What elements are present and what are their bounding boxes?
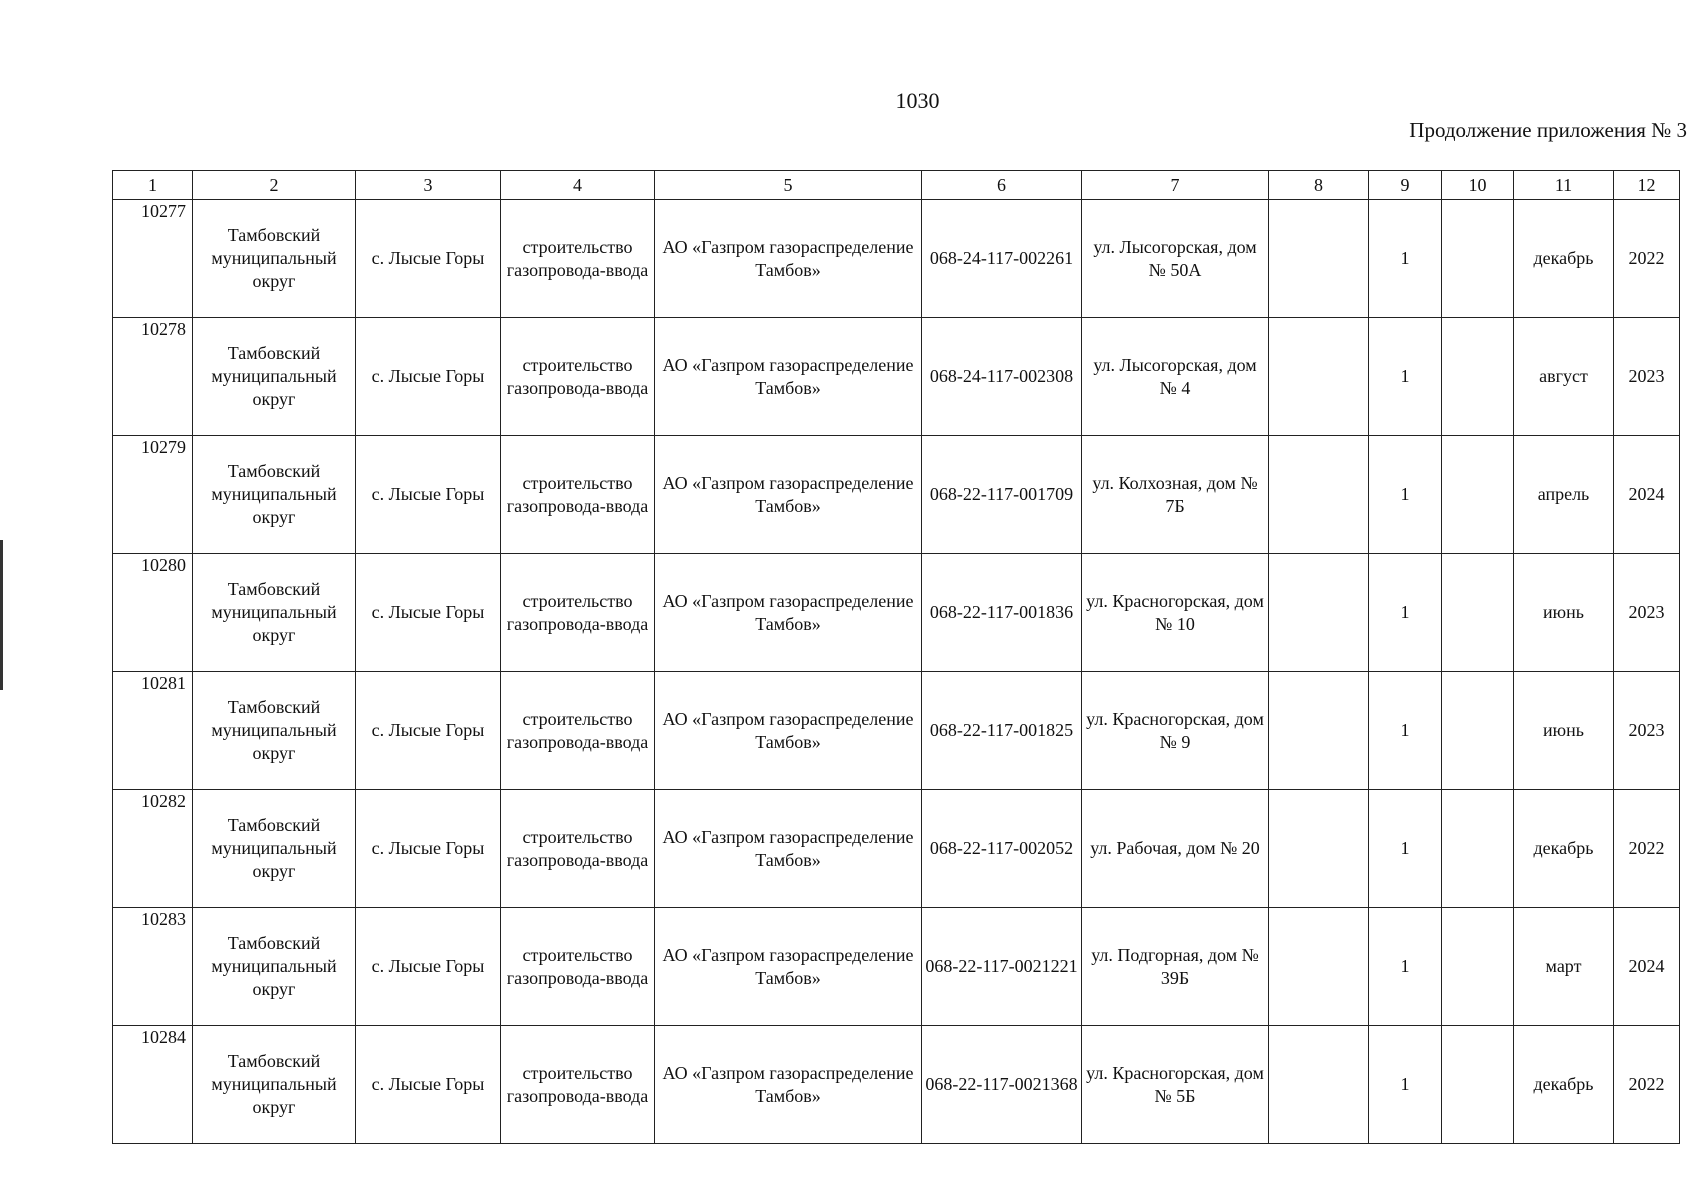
month-cell: июнь [1514, 672, 1614, 790]
work-type-cell: строительство газопровода-ввода [501, 790, 655, 908]
column-header: 6 [922, 171, 1082, 200]
column-10-cell [1442, 200, 1514, 318]
count-cell: 1 [1369, 672, 1442, 790]
count-cell: 1 [1369, 790, 1442, 908]
code-cell: 068-22-117-0021368 [922, 1026, 1082, 1144]
column-header: 2 [193, 171, 356, 200]
locality-cell: с. Лысые Горы [356, 790, 501, 908]
column-header: 1 [113, 171, 193, 200]
year-cell: 2024 [1614, 436, 1680, 554]
row-number: 10279 [113, 436, 193, 554]
header-row [113, 171, 1680, 200]
month-cell: декабрь [1514, 790, 1614, 908]
row-number: 10278 [113, 318, 193, 436]
address-cell: ул. Красногорская, дом № 10 [1082, 554, 1269, 672]
locality-cell: с. Лысые Горы [356, 436, 501, 554]
locality-cell: с. Лысые Горы [356, 1026, 501, 1144]
column-10-cell [1442, 554, 1514, 672]
column-8-cell [1269, 672, 1369, 790]
column-header: 4 [501, 171, 655, 200]
month-cell: март [1514, 908, 1614, 1026]
year-cell: 2023 [1614, 672, 1680, 790]
locality-cell: с. Лысые Горы [356, 318, 501, 436]
work-type-cell: строительство газопровода-ввода [501, 436, 655, 554]
scan-edge-mark [0, 540, 3, 690]
count-cell: 1 [1369, 200, 1442, 318]
column-header: 11 [1514, 171, 1614, 200]
column-10-cell [1442, 790, 1514, 908]
month-cell: декабрь [1514, 1026, 1614, 1144]
row-number: 10277 [113, 200, 193, 318]
district-cell: Тамбовский муниципальный округ [193, 790, 356, 908]
column-10-cell [1442, 672, 1514, 790]
work-type-cell: строительство газопровода-ввода [501, 908, 655, 1026]
table-row [113, 908, 1680, 1026]
column-header: 10 [1442, 171, 1514, 200]
address-cell: ул. Красногорская, дом № 9 [1082, 672, 1269, 790]
column-8-cell [1269, 1026, 1369, 1144]
column-8-cell [1269, 318, 1369, 436]
organization-cell: АО «Газпром газораспределение Тамбов» [655, 554, 922, 672]
column-8-cell [1269, 200, 1369, 318]
year-cell: 2022 [1614, 1026, 1680, 1144]
code-cell: 068-22-117-001709 [922, 436, 1082, 554]
month-cell: июнь [1514, 554, 1614, 672]
column-8-cell [1269, 436, 1369, 554]
column-8-cell [1269, 908, 1369, 1026]
table-row [113, 790, 1680, 908]
organization-cell: АО «Газпром газораспределение Тамбов» [655, 1026, 922, 1144]
address-cell: ул. Лысогорская, дом № 50А [1082, 200, 1269, 318]
year-cell: 2024 [1614, 908, 1680, 1026]
work-type-cell: строительство газопровода-ввода [501, 554, 655, 672]
month-cell: август [1514, 318, 1614, 436]
locality-cell: с. Лысые Горы [356, 908, 501, 1026]
count-cell: 1 [1369, 1026, 1442, 1144]
work-type-cell: строительство газопровода-ввода [501, 1026, 655, 1144]
code-cell: 068-22-117-001836 [922, 554, 1082, 672]
count-cell: 1 [1369, 908, 1442, 1026]
column-10-cell [1442, 436, 1514, 554]
column-10-cell [1442, 1026, 1514, 1144]
code-cell: 068-22-117-001825 [922, 672, 1082, 790]
code-cell: 068-24-117-002261 [922, 200, 1082, 318]
year-cell: 2022 [1614, 200, 1680, 318]
column-10-cell [1442, 908, 1514, 1026]
work-type-cell: строительство газопровода-ввода [501, 318, 655, 436]
table-row [113, 554, 1680, 672]
row-number: 10283 [113, 908, 193, 1026]
district-cell: Тамбовский муниципальный округ [193, 672, 356, 790]
table-row [113, 318, 1680, 436]
organization-cell: АО «Газпром газораспределение Тамбов» [655, 318, 922, 436]
district-cell: Тамбовский муниципальный округ [193, 554, 356, 672]
column-10-cell [1442, 318, 1514, 436]
column-8-cell [1269, 554, 1369, 672]
column-header: 9 [1369, 171, 1442, 200]
table-row [113, 1026, 1680, 1144]
table-row [113, 672, 1680, 790]
year-cell: 2023 [1614, 554, 1680, 672]
address-cell: ул. Красногорская, дом № 5Б [1082, 1026, 1269, 1144]
locality-cell: с. Лысые Горы [356, 554, 501, 672]
district-cell: Тамбовский муниципальный округ [193, 908, 356, 1026]
work-type-cell: строительство газопровода-ввода [501, 200, 655, 318]
month-cell: апрель [1514, 436, 1614, 554]
code-cell: 068-24-117-002308 [922, 318, 1082, 436]
organization-cell: АО «Газпром газораспределение Тамбов» [655, 908, 922, 1026]
organization-cell: АО «Газпром газораспределение Тамбов» [655, 200, 922, 318]
locality-cell: с. Лысые Горы [356, 200, 501, 318]
locality-cell: с. Лысые Горы [356, 672, 501, 790]
row-number: 10282 [113, 790, 193, 908]
organization-cell: АО «Газпром газораспределение Тамбов» [655, 436, 922, 554]
page-number: 1030 [895, 88, 940, 113]
column-header: 12 [1614, 171, 1680, 200]
column-8-cell [1269, 790, 1369, 908]
district-cell: Тамбовский муниципальный округ [193, 318, 356, 436]
register-table [112, 170, 1680, 1144]
address-cell: ул. Подгорная, дом № 39Б [1082, 908, 1269, 1026]
year-cell: 2022 [1614, 790, 1680, 908]
address-cell: ул. Колхозная, дом № 7Б [1082, 436, 1269, 554]
table-row [113, 436, 1680, 554]
count-cell: 1 [1369, 554, 1442, 672]
organization-cell: АО «Газпром газораспределение Тамбов» [655, 672, 922, 790]
code-cell: 068-22-117-0021221 [922, 908, 1082, 1026]
address-cell: ул. Лысогорская, дом № 4 [1082, 318, 1269, 436]
month-cell: декабрь [1514, 200, 1614, 318]
district-cell: Тамбовский муниципальный округ [193, 200, 356, 318]
count-cell: 1 [1369, 318, 1442, 436]
column-header: 3 [356, 171, 501, 200]
address-cell: ул. Рабочая, дом № 20 [1082, 790, 1269, 908]
work-type-cell: строительство газопровода-ввода [501, 672, 655, 790]
appendix-label: Продолжение приложения № 3 [1409, 118, 1687, 142]
district-cell: Тамбовский муниципальный округ [193, 436, 356, 554]
organization-cell: АО «Газпром газораспределение Тамбов» [655, 790, 922, 908]
count-cell: 1 [1369, 436, 1442, 554]
district-cell: Тамбовский муниципальный округ [193, 1026, 356, 1144]
row-number: 10281 [113, 672, 193, 790]
code-cell: 068-22-117-002052 [922, 790, 1082, 908]
row-number: 10284 [113, 1026, 193, 1144]
year-cell: 2023 [1614, 318, 1680, 436]
column-header: 8 [1269, 171, 1369, 200]
column-header: 5 [655, 171, 922, 200]
column-header: 7 [1082, 171, 1269, 200]
row-number: 10280 [113, 554, 193, 672]
table-row [113, 200, 1680, 318]
